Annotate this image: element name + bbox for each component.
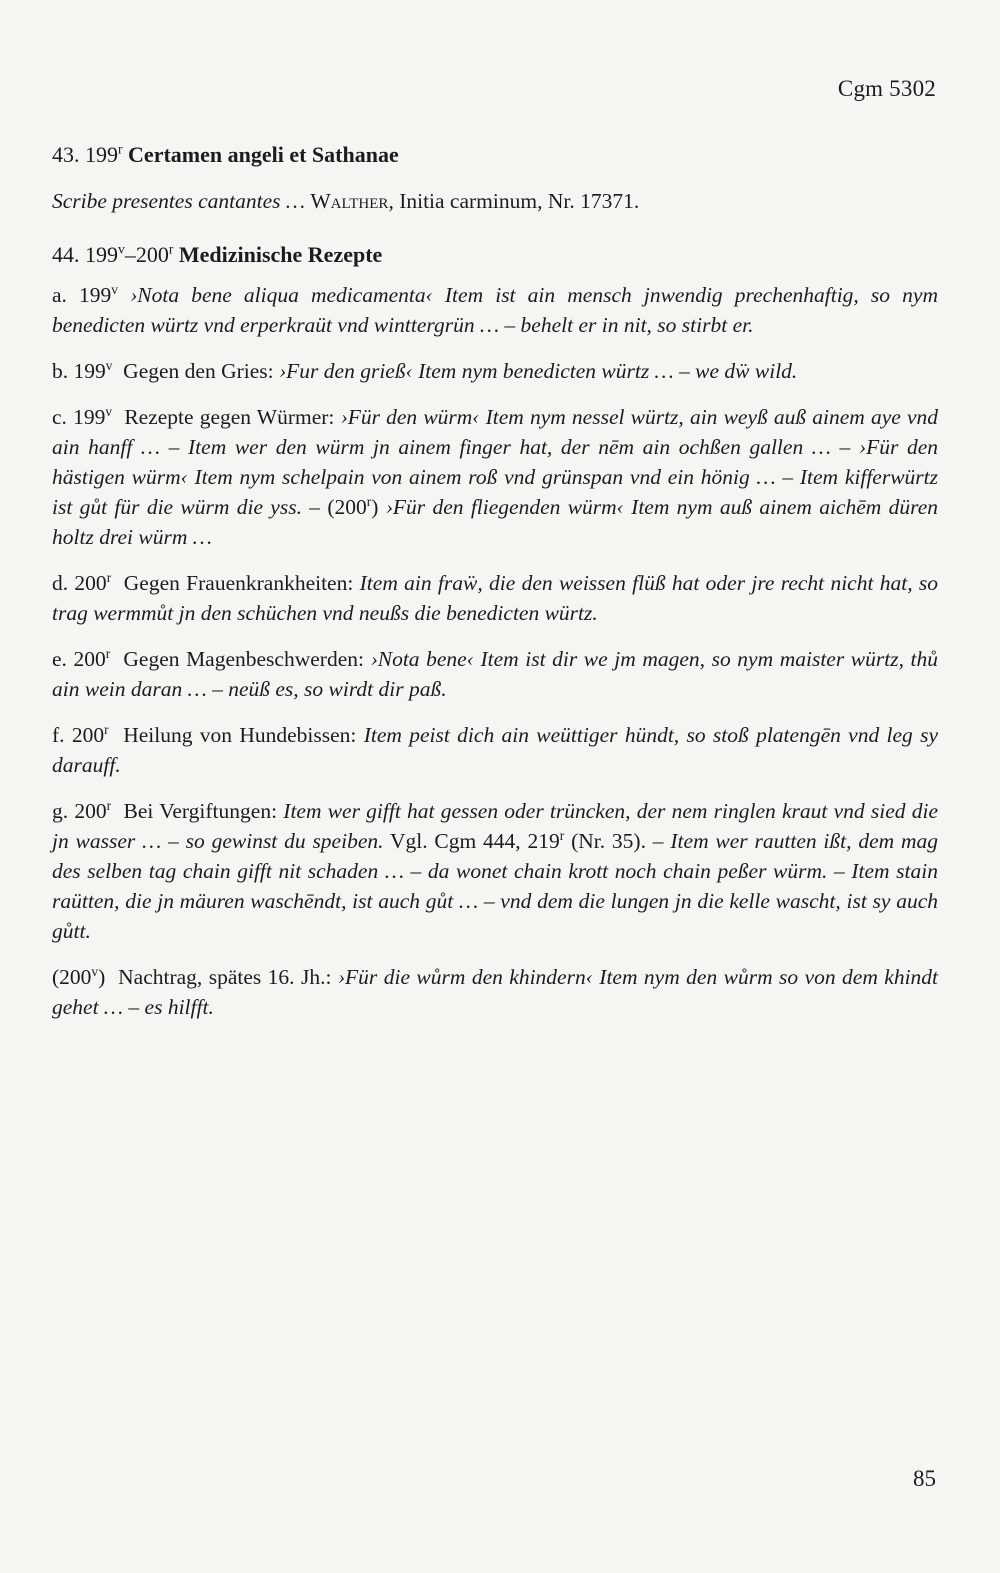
recipe-label: a. 199 (52, 283, 112, 307)
recipe-description: Bei Vergiftungen: (123, 799, 278, 823)
folio-range: –200 (124, 242, 169, 267)
incipit-text: Scribe presentes cantantes … (52, 189, 305, 213)
recipe-description: Nachtrag, spätes 16. Jh.: (118, 965, 332, 989)
folio-side: r (106, 797, 112, 813)
recipe-text: ›Nota bene‹ Item ist dir we jm magen, so nym maister würtz, thů ain wein daran … – neüß es, so wirdt dir paß. (52, 647, 939, 701)
recipe-nachtrag (52, 962, 938, 1022)
entry-44-heading (52, 240, 938, 270)
recipe-text: Item wer rautten ißt, dem mag des selben tag chain gifft nit schaden … – da wonet chain krott noch chain peßer würm. – Item stain raütten, die jn mäuren waschēndt, ist auch gůt … – vnd dem die lungen jn die kelle wascht, ist sy auch gůtt. (52, 829, 939, 943)
recipe-b (52, 356, 938, 386)
recipe-label: e. 200 (52, 647, 106, 671)
recipe-e (52, 644, 938, 704)
cross-reference-end: (Nr. 35). – (571, 829, 664, 853)
recipe-f (52, 720, 938, 780)
recipe-g (52, 796, 938, 946)
recipe-text: ›Fur den grieß‹ Item nym benedicten würtz … – we dẅ wild. (279, 359, 798, 383)
folio-side: r (366, 493, 372, 509)
folio-side: v (111, 281, 118, 297)
entry-number: 43. 199 (52, 142, 118, 167)
recipe-label: d. 200 (52, 571, 107, 595)
running-head: Cgm 5302 (837, 76, 936, 101)
recipe-a (52, 280, 938, 340)
folio-side: v (105, 357, 113, 373)
recipe-c (52, 402, 938, 552)
folio-side: r (105, 645, 111, 661)
entry-title: Certamen angeli et Sathanae (128, 142, 399, 167)
recipe-description: Gegen Magenbeschwerden: (123, 647, 364, 671)
recipe-description: Gegen Frauenkrankheiten: (123, 571, 354, 595)
recipe-text: ›Nota bene aliqua medicamenta‹ Item ist ain mensch jnwendig prechenhaftig, so nym benedicten würtz vnd erperkraüt vnd winttergrün … – behelt er in nit, so stirbt er. (52, 283, 938, 337)
recipe-text: ›Für die wůrm den khindern‹ Item nym den wůrm so von dem khindt gehet … – es hilfft. (52, 965, 939, 1019)
recipe-text: ›Für den würm‹ Item nym nessel würtz, ain weyß auß ainem aye vnd ain hanff … – Item wer den würm jn ainem finger hat, der nēm ain ochßen gallen … – ›Für den hästigen würm‹ Item nym schelpain von ainem roß vnd grünspan vnd ein hönig … – Item kifferwürtz ist gůt für die würm die yss. – (52, 405, 939, 519)
recipe-text: ›Für den fliegenden würm‹ Item nym auß ainem aichēm düren holtz drei würm … (52, 495, 939, 549)
catalog-content (52, 140, 938, 1022)
recipe-text: Item ain fraẅ, die den weissen flüß hat oder jre recht nicht hat, so trag wermmůt jn den schüchen vnd neußs die benedicten würtz. (52, 571, 939, 625)
recipe-label-close: ) (98, 965, 106, 989)
recipe-description: Gegen den Gries: (123, 359, 274, 383)
recipe-label: g. 200 (52, 799, 107, 823)
folio-marker-close: ) (371, 495, 379, 519)
entry-43-incipit (52, 186, 938, 216)
folio-side: r (559, 827, 565, 843)
recipe-d (52, 568, 938, 628)
folio-side: r (168, 241, 174, 257)
recipe-text: Item peist dich ain weüttiger hündt, so stoß platengēn vnd leg sy darauff. (52, 723, 939, 777)
recipe-label: c. 199 (52, 405, 106, 429)
cross-reference: Vgl. Cgm 444, 219 (389, 829, 560, 853)
recipe-description: Rezepte gegen Würmer: (124, 405, 335, 429)
folio-side: r (106, 569, 112, 585)
author-name: Walther (310, 189, 389, 213)
folio-side: v (118, 241, 125, 257)
recipe-label: (200 (52, 965, 92, 989)
reference-text: , Initia carminum, Nr. 17371. (388, 189, 640, 213)
recipe-text: Item wer gifft hat gessen oder trüncken, der nem ringlen kraut vnd sied die jn wasser … – so gewinst du speiben. (52, 799, 939, 853)
recipe-label: b. 199 (52, 359, 106, 383)
entry-number: 44. 199 (52, 242, 118, 267)
entry-43-heading (52, 140, 938, 170)
recipe-description: Heilung von Hundebissen: (123, 723, 357, 747)
folio-side: v (91, 963, 99, 979)
folio-side: v (105, 403, 112, 419)
folio-side: r (118, 141, 123, 157)
folio-marker: (200 (327, 495, 367, 519)
entry-title: Medizinische Rezepte (178, 242, 383, 267)
recipe-label: f. 200 (52, 723, 105, 747)
page-number: 85 (913, 1466, 936, 1491)
folio-side: r (104, 721, 109, 737)
